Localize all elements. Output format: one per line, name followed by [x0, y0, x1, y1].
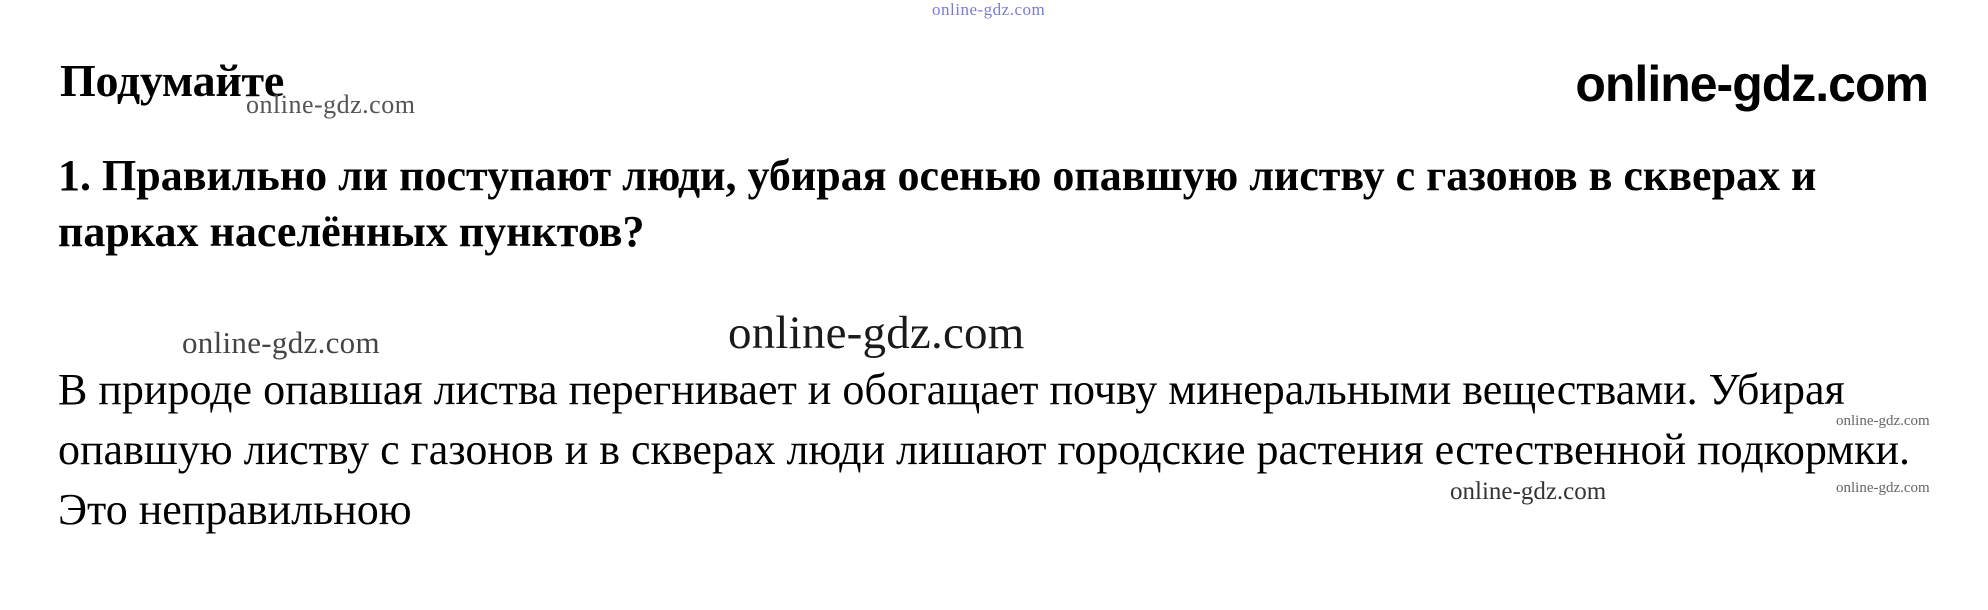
site-brand: online-gdz.com: [1575, 56, 1928, 112]
watermark-center: online-gdz.com: [728, 307, 1025, 359]
watermark-mid-left: online-gdz.com: [182, 325, 380, 360]
page-title: Подумайте: [60, 55, 284, 106]
watermark-right-lower: online-gdz.com: [1836, 480, 1930, 496]
watermark-mid-right: online-gdz.com: [1450, 478, 1607, 505]
watermark-under-title: online-gdz.com: [246, 90, 416, 119]
watermark-right-upper: online-gdz.com: [1836, 413, 1930, 429]
watermark-top: online-gdz.com: [932, 0, 1046, 19]
question-text: 1. Правильно ли поступают люди, убирая осенью опавшую листву с газонов в скверах и парках населённых пунктов?: [58, 151, 1817, 256]
answer-text: В природе опавшая листва перегнивает и обогащает почву минеральными веществами. Убирая опавшую листву с газонов и в скверах люди лишают городские растения естественной подкормки. Это неправильною: [58, 365, 1911, 534]
